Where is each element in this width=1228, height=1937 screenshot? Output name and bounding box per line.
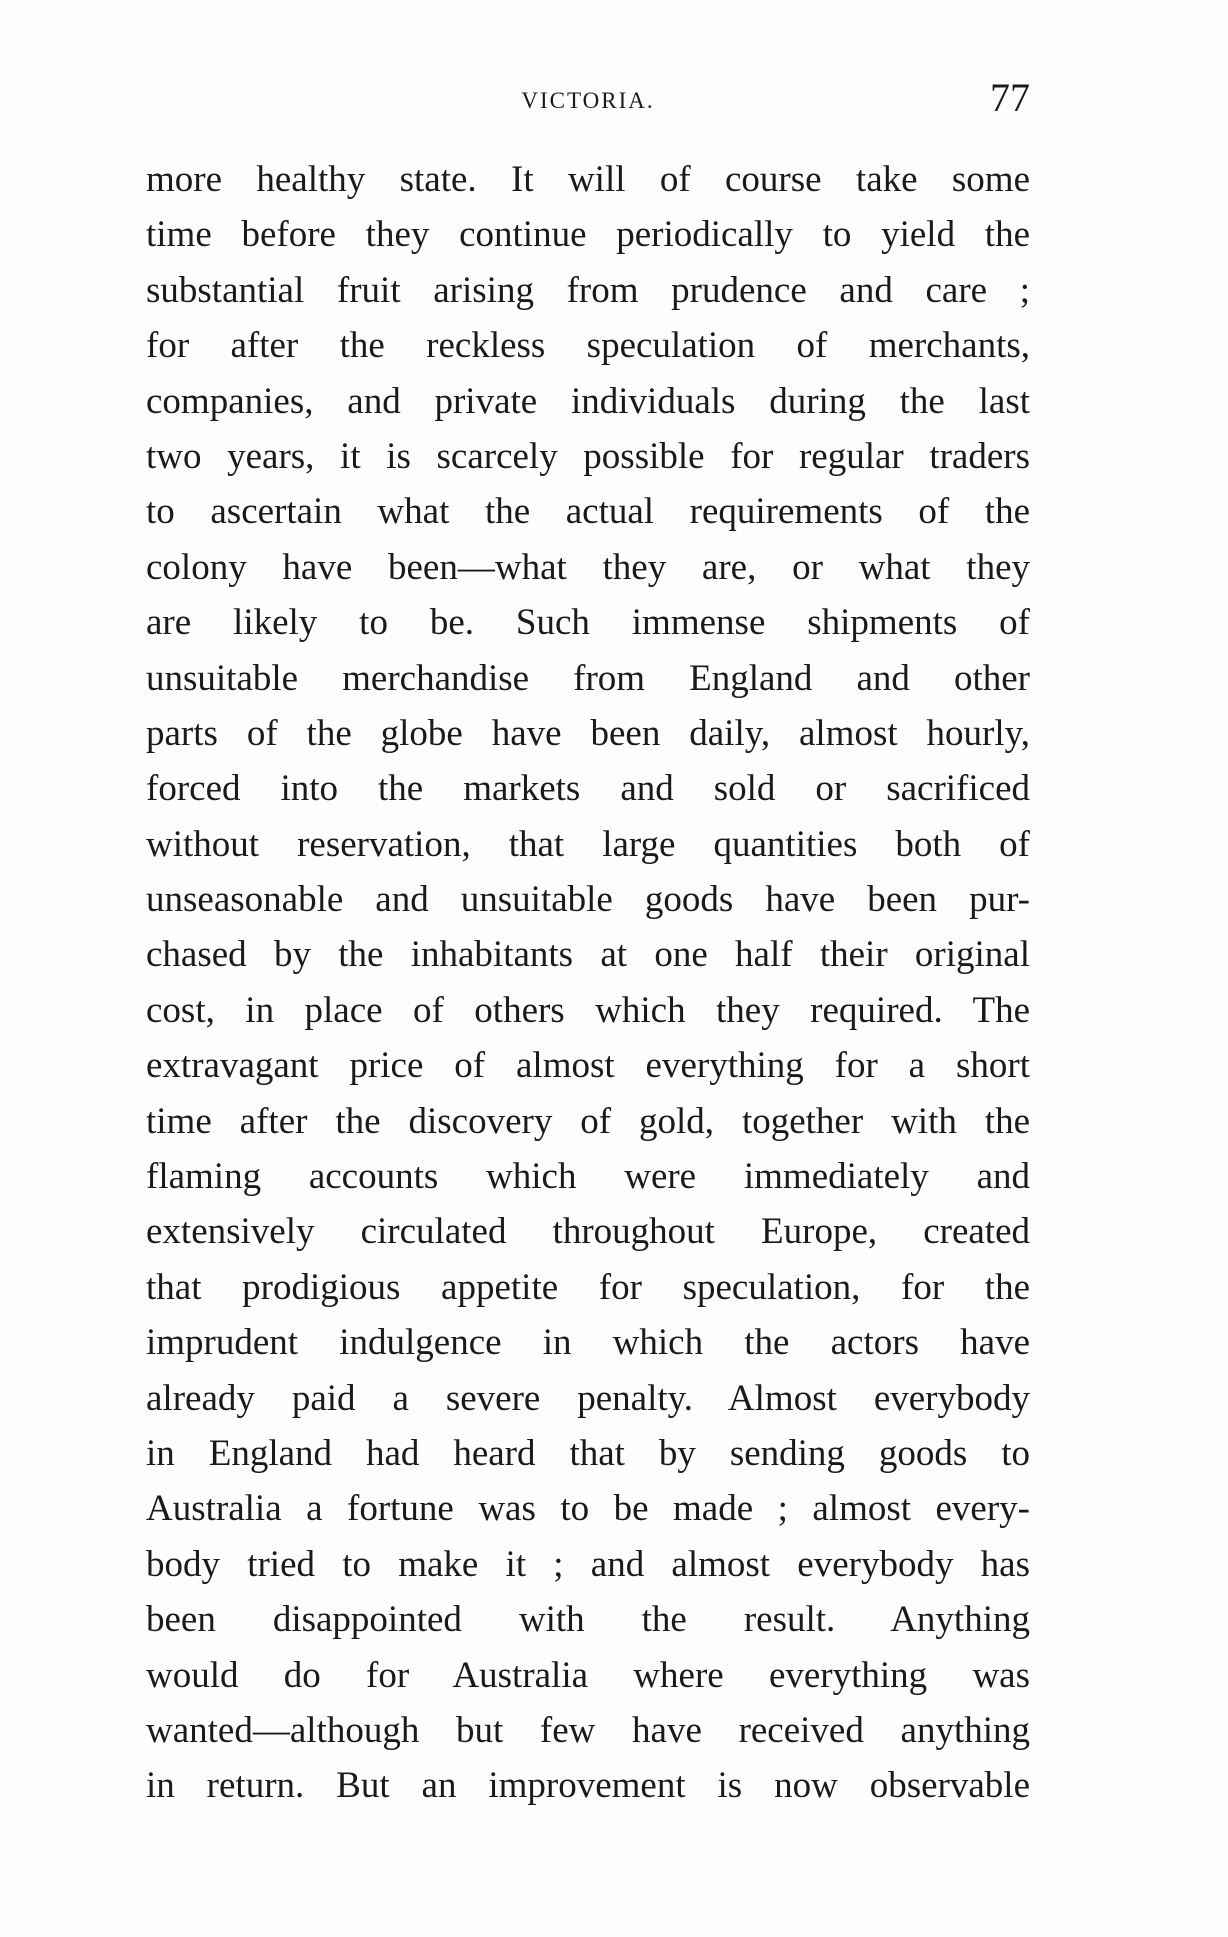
text-line: without reservation, that large quantities both of: [146, 823, 1030, 865]
text-line: imprudent indulgence in which the actors have: [146, 1322, 1030, 1364]
body-text: [146, 152, 1030, 1814]
text-line: to ascertain what the actual requirements of the: [146, 491, 1030, 533]
text-line: flaming accounts which were immediately and: [146, 1156, 1030, 1198]
text-line: colony have been—what they are, or what they: [146, 546, 1030, 588]
text-line: more healthy state. It will of course take some: [146, 159, 1030, 200]
text-line: extravagant price of almost everything for a short: [146, 1045, 1030, 1087]
text-line: already paid a severe penalty. Almost everybody: [146, 1377, 1030, 1419]
page-number: 77: [990, 75, 1030, 120]
text-line: cost, in place of others which they required. The: [146, 989, 1030, 1031]
text-line: Australia a fortune was to be made ; almost every-: [146, 1488, 1030, 1530]
text-line: parts of the globe have been daily, almost hourly,: [146, 712, 1030, 754]
text-line: two years, it is scarcely possible for regular traders: [146, 435, 1030, 477]
text-line: in England had heard that by sending goods to: [146, 1432, 1030, 1474]
text-line: time before they continue periodically to yield the: [146, 214, 1030, 256]
text-line: for after the reckless speculation of merchants,: [146, 325, 1030, 367]
text-line: body tried to make it ; and almost everybody has: [146, 1543, 1030, 1585]
text-line: wanted—although but few have received anything: [146, 1709, 1030, 1751]
text-line: companies, and private individuals during the last: [146, 380, 1030, 422]
running-title: VICTORIA.: [521, 88, 655, 113]
running-head: [146, 74, 1030, 124]
text-line: unseasonable and unsuitable goods have been pur-: [146, 879, 1030, 921]
text-line: time after the discovery of gold, together with the: [146, 1100, 1030, 1142]
text-line: been disappointed with the result. Anything: [146, 1599, 1030, 1641]
text-line: extensively circulated throughout Europe, created: [146, 1211, 1030, 1253]
text-line: substantial fruit arising from prudence and care ;: [146, 269, 1030, 311]
text-line: are likely to be. Such immense shipments of: [146, 602, 1030, 644]
text-line: would do for Australia where everything was: [146, 1654, 1030, 1696]
text-line: forced into the markets and sold or sacrificed: [146, 768, 1030, 810]
text-line: unsuitable merchandise from England and other: [146, 657, 1030, 699]
text-line: that prodigious appetite for speculation, for the: [146, 1266, 1030, 1308]
text-line: chased by the inhabitants at one half their original: [146, 934, 1030, 976]
text-line: in return. But an improvement is now observable: [146, 1765, 1030, 1807]
